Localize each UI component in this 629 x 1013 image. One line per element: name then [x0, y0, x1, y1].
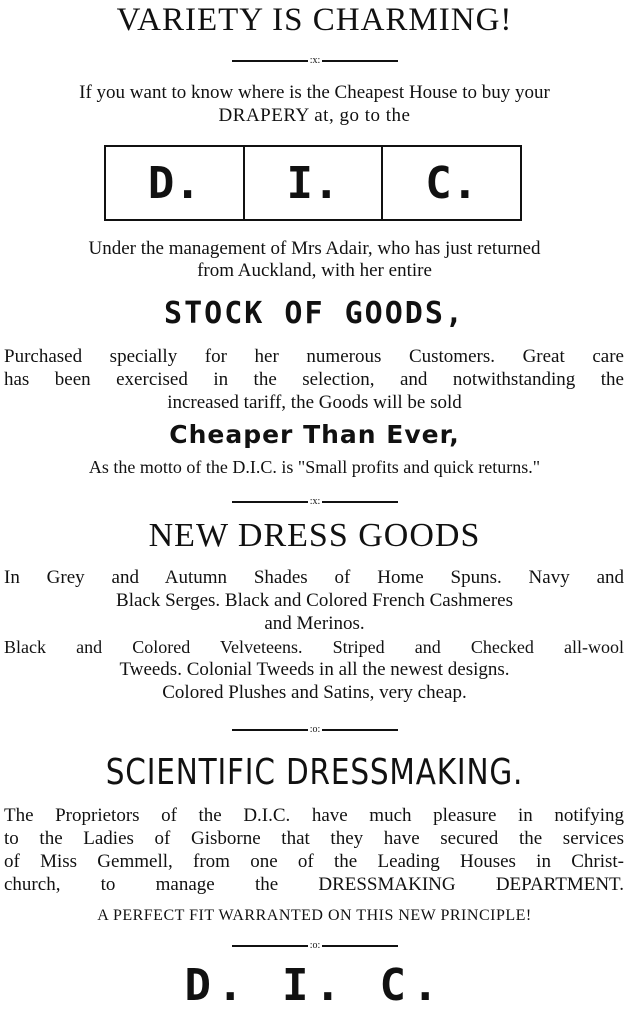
dressmaking-line-4: church, to manage the DRESSMAKING DEPARTMENT.	[4, 874, 624, 895]
separator: :o:	[232, 940, 398, 952]
scientific-dressmaking-headline: SCIENTIFIC DRESSMAKING.	[105, 752, 524, 793]
dic-letter-c: C.	[381, 147, 520, 219]
headline-variety: VARIETY IS CHARMING!	[116, 2, 513, 38]
purchase-line-3: increased tariff, the Goods will be sold	[167, 392, 462, 413]
dic-footer-logo: D. I. C.	[184, 960, 445, 1011]
dic-box	[104, 145, 522, 221]
dress-line-1: In Grey and Autumn Shades of Home Spuns. Navy and	[4, 567, 624, 588]
dic-motto: As the motto of the D.I.C. is "Small profits and quick returns."	[88, 457, 541, 477]
dress-line-2: Black Serges. Black and Colored French Cashmeres	[116, 590, 513, 611]
management-line-2: from Auckland, with her entire	[197, 260, 432, 281]
purchase-line-1: Purchased specially for her numerous Customers. Great care	[4, 346, 624, 367]
intro-line-1: If you want to know where is the Cheapest House to buy your	[79, 82, 550, 103]
cheaper-than-ever: Cheaper Than Ever,	[169, 420, 460, 449]
dress-line-6: Colored Plushes and Satins, very cheap.	[162, 682, 467, 703]
perfect-fit-warranty: A PERFECT FIT WARRANTED ON THIS NEW PRINCIPLE!	[97, 907, 532, 924]
dressmaking-line-3: of Miss Gemmell, from one of the Leading Houses in Christ-	[4, 851, 624, 872]
dic-letter-d: D.	[147, 157, 201, 209]
dressmaking-line-1: The Proprietors of the D.I.C. have much pleasure in notifying	[4, 805, 624, 826]
separator: :x:	[232, 496, 398, 508]
dress-line-5: Tweeds. Colonial Tweeds in all the newest designs.	[119, 659, 510, 680]
separator: :o:	[232, 724, 398, 736]
dic-letter-i: I.	[243, 147, 382, 219]
intro-line-2: DRAPERY at, go to the	[218, 105, 411, 126]
stock-of-goods-headline: STOCK OF GOODS,	[164, 296, 465, 331]
management-line-1: Under the management of Mrs Adair, who has just returned	[88, 238, 541, 259]
dress-line-3: and Merinos.	[264, 613, 365, 634]
dress-line-4: Black and Colored Velveteens. Striped and Checked all-wool	[4, 637, 624, 657]
separator: :x:	[232, 55, 398, 67]
new-dress-goods-headline: NEW DRESS GOODS	[148, 517, 481, 554]
dressmaking-line-2: to the Ladies of Gisborne that they have secured the services	[4, 828, 624, 849]
purchase-line-2: has been exercised in the selection, and notwithstanding the	[4, 369, 624, 390]
